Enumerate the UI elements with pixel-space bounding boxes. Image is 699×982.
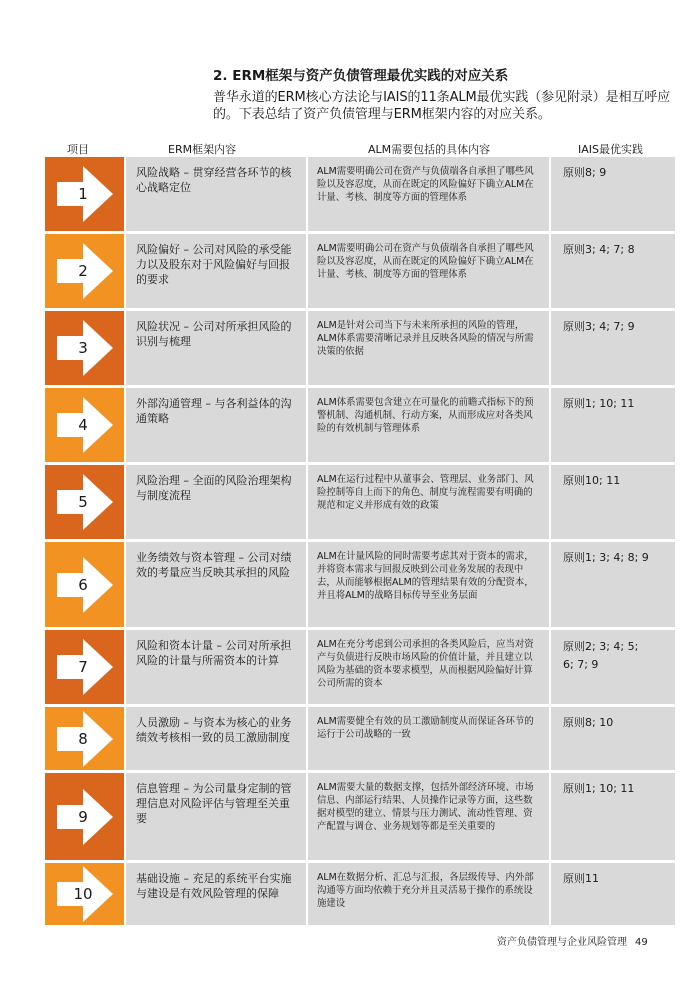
erm-cell: 风险状况 – 公司对所承担风险的识别与梳理 [126,311,306,385]
row-marker [45,707,124,770]
table-header [45,141,675,155]
erm-cell: 信息管理 – 为公司量身定制的管理信息对风险评估与管理至关重要 [126,773,306,860]
erm-cell: 风险偏好 – 公司对风险的承受能力以及股东对于风险偏好与回报的要求 [126,234,306,308]
alm-cell: ALM在数据分析、汇总与汇报，各层级传导、内外部沟通等方面均依赖于充分并且灵活易于操作的系统设施建设 [308,863,549,925]
alm-cell: ALM需要明确公司在资产与负债端各自承担了哪些风险以及容忍度，从而在既定的风险偏好下确立ALM在计量、考核、制度等方面的管理体系 [308,234,549,308]
table-row [45,542,675,627]
erm-cell: 外部沟通管理 – 与各利益体的沟通策略 [126,388,306,462]
alm-cell: ALM需要大量的数据支撑，包括外部经济环境、市场信息、内部运行结果、人员操作记录等方面，这些数据对模型的建立、情景与压力测试、流动性管理、资产配置与调仓、业务规划等都是至关重要的 [308,773,549,860]
row-number: 2 [78,262,88,280]
table-row [45,773,675,860]
erm-cell: 基础设施 – 充足的系统平台实施与建设是有效风险管理的保障 [126,863,306,925]
iais-cell: 原则3; 4; 7; 8 [551,234,675,308]
iais-cell: 原则1; 3; 4; 8; 9 [551,542,675,627]
row-number: 9 [78,807,88,826]
iais-cell: 原则10; 11 [551,465,675,539]
page-footer [497,933,677,948]
erm-cell: 业务绩效与资本管理 – 公司对绩效的考量应当反映其承担的风险 [126,542,306,627]
intro-paragraph: 普华永道的ERM核心方法论与IAIS的11条ALM最优实践（参见附录）是相互呼应的。下表总结了资产负债管理与ERM框架内容的对应关系。 [213,90,671,122]
alm-cell: ALM是针对公司当下与未来所承担的风险的管理，ALM体系需要清晰记录并且反映各风险的情况与所需决策的依据 [308,311,549,385]
iais-cell: 原则8; 9 [551,157,675,231]
row-marker [45,388,124,462]
alm-cell: ALM需要明确公司在资产与负债端各自承担了哪些风险以及容忍度，从而在既定的风险偏好下确立ALM在计量、考核、制度等方面的管理体系 [308,157,549,231]
iais-cell: 原则3; 4; 7; 9 [551,311,675,385]
row-number: 7 [78,658,88,676]
row-number: 1 [78,185,88,203]
table-row [45,234,675,308]
footer-title: 资产负债管理与企业风险管理 [497,937,627,948]
row-marker [45,234,124,308]
header-erm: ERM框架内容 [168,143,237,156]
row-marker [45,311,124,385]
iais-cell: 原则1; 10; 11 [551,388,675,462]
table-row [45,157,675,231]
alm-cell: ALM在计量风险的同时需要考虑其对于资本的需求，并将资本需求与回报反映到公司业务发展的表现中去，从而能够根据ALM的管理结果有效的分配资本，并且将ALM的战略目标传导至业务层面 [308,542,549,627]
row-number: 6 [78,575,88,594]
erm-cell: 风险战略 – 贯穿经营各环节的核心战略定位 [126,157,306,231]
erm-cell: 风险治理 – 全面的风险治理架构与制度流程 [126,465,306,539]
row-number: 8 [78,729,88,748]
table-row [45,311,675,385]
row-marker [45,630,124,704]
row-marker [45,773,124,860]
iais-cell: 原则2; 3; 4; 5; 6; 7; 9 [551,630,675,704]
erm-cell: 风险和资本计量 – 公司对所承担风险的计量与所需资本的计算 [126,630,306,704]
table-row [45,465,675,539]
alm-cell: ALM在充分考虑到公司承担的各类风险后，应当对资产与负债进行反映市场风险的价值计量，并且建立以风险为基础的资本要求模型，从而根据风险偏好计算公司所需的资本 [308,630,549,704]
table-row [45,863,675,925]
row-number: 3 [78,339,88,357]
row-marker [45,542,124,627]
iais-cell: 原则11 [551,863,675,925]
header-item: 项目 [67,143,89,156]
row-marker [45,465,124,539]
alm-cell: ALM体系需要包含建立在可量化的前瞻式指标下的预警机制、沟通机制、行动方案，从而形成应对各类风险的有效机制与管理体系 [308,388,549,462]
alm-cell: ALM在运行过程中从董事会、管理层、业务部门、风险控制等自上而下的角色、制度与流程需要有明确的规范和定义并形成有效的政策 [308,465,549,539]
iais-cell: 原则8; 10 [551,707,675,770]
header-alm: ALM需要包括的具体内容 [368,143,491,156]
row-number: 10 [73,885,93,903]
table-row [45,630,675,704]
table-row [45,707,675,770]
alm-cell: ALM需要健全有效的员工激励制度从而保证各环节的运行于公司战略的一致 [308,707,549,770]
table-row [45,388,675,462]
page-number: 49 [635,937,648,948]
row-marker [45,863,124,925]
header-iais: IAIS最优实践 [578,143,643,156]
row-marker [45,157,124,231]
iais-cell: 原则1; 10; 11 [551,773,675,860]
row-number: 4 [78,416,88,434]
erm-cell: 人员激励 – 与资本为核心的业务绩效考核相一致的员工激励制度 [126,707,306,770]
row-number: 5 [78,493,88,511]
page-title: 2. ERM框架与资产负债管理最优实践的对应关系 [213,68,509,84]
